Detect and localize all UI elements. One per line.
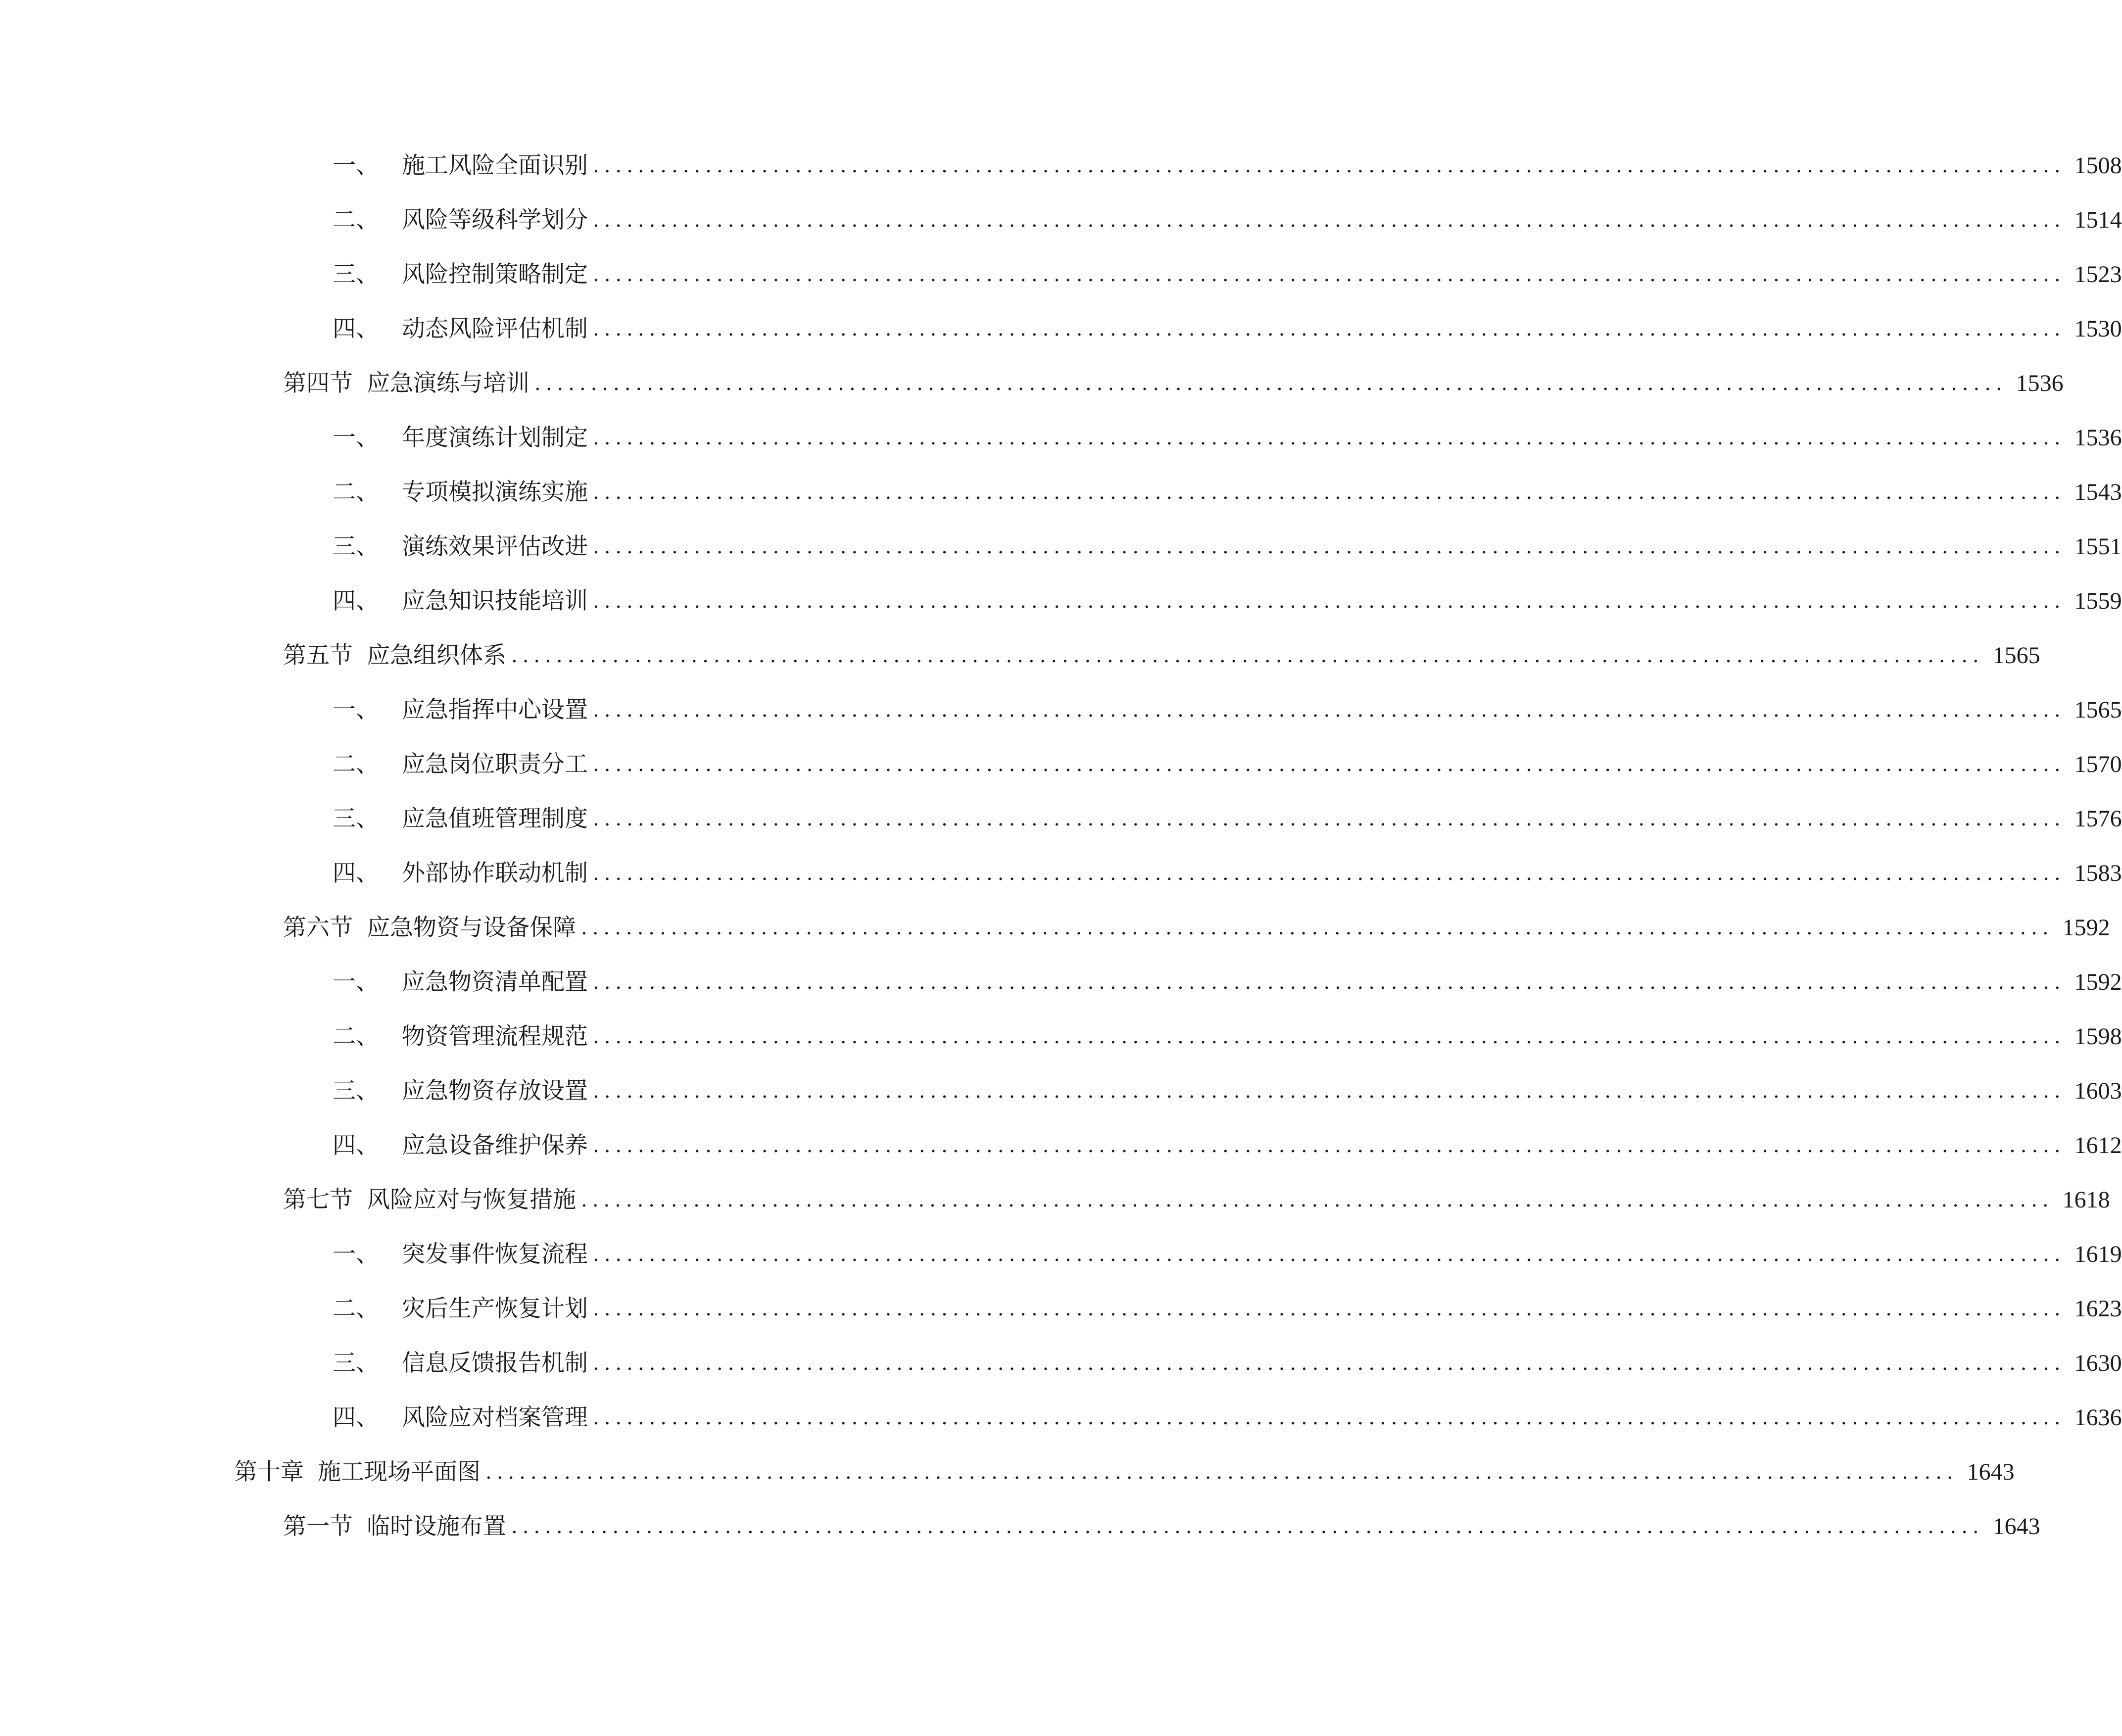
toc-entry-leader: ................................................................................................................................... bbox=[581, 1189, 2054, 1211]
toc-entry[interactable] bbox=[333, 965, 2122, 1000]
toc-entry-number: 四、 bbox=[333, 1404, 379, 1431]
toc-entry-title: 年度演练计划制定 bbox=[402, 424, 588, 451]
toc-entry-title: 应急指挥中心设置 bbox=[402, 696, 588, 723]
toc-entry-page: 1551 bbox=[2074, 533, 2122, 560]
toc-entry[interactable] bbox=[333, 203, 2122, 238]
toc-entry-leader: ................................................................................................................................... bbox=[485, 1461, 1958, 1484]
toc-entry-page: 1565 bbox=[2074, 697, 2122, 723]
toc-entry-number: 一、 bbox=[333, 968, 379, 996]
toc-section-title: 临时设施布置 bbox=[367, 1513, 506, 1540]
toc-entry-title: 专项模拟演练实施 bbox=[402, 479, 588, 506]
toc-entry-leader: ................................................................................................................................... bbox=[593, 209, 2066, 232]
toc-section-title: 应急物资与设备保障 bbox=[367, 914, 576, 941]
toc-entry-leader: ................................................................................................................................... bbox=[511, 644, 1984, 667]
toc-entry-title: 风险应对档案管理 bbox=[402, 1404, 588, 1431]
toc-entry-number: 三、 bbox=[333, 1077, 379, 1105]
toc-entry-title: 应急值班管理制度 bbox=[402, 805, 588, 832]
toc-entry-page: 1536 bbox=[2074, 425, 2122, 451]
toc-entry-number: 四、 bbox=[333, 860, 379, 887]
toc-entry-title: 应急知识技能培训 bbox=[402, 587, 588, 615]
toc-entry[interactable] bbox=[333, 475, 2122, 510]
toc-entry-leader: ................................................................................................................................... bbox=[593, 1298, 2066, 1320]
toc-entry-number: 二、 bbox=[333, 1023, 379, 1050]
toc-entry-leader: ................................................................................................................................... bbox=[593, 1243, 2066, 1266]
toc-entry[interactable] bbox=[333, 1128, 2122, 1163]
toc-section[interactable] bbox=[283, 1509, 2040, 1544]
toc-entry-page: 1570 bbox=[2074, 751, 2122, 777]
toc-entry-title: 应急物资存放设置 bbox=[402, 1077, 588, 1105]
toc-entry-page: 1559 bbox=[2074, 588, 2122, 614]
toc-section-title: 应急演练与培训 bbox=[367, 370, 530, 397]
toc-entry-title: 信息反馈报告机制 bbox=[402, 1350, 588, 1377]
toc-entry-page: 1576 bbox=[2074, 806, 2122, 832]
toc-entry-leader: ................................................................................................................................... bbox=[593, 699, 2066, 722]
toc-chapter-title: 施工现场平面图 bbox=[318, 1458, 481, 1486]
toc-entry-leader: ................................................................................................................................... bbox=[593, 971, 2066, 994]
toc-entry-number: 二、 bbox=[333, 1295, 379, 1322]
toc-entry-page: 1618 bbox=[2062, 1187, 2110, 1213]
toc-entry-page: 1565 bbox=[1992, 642, 2040, 669]
toc-section[interactable] bbox=[283, 366, 2064, 401]
toc-entry-number: 一、 bbox=[333, 696, 379, 723]
toc-entry-leader: ................................................................................................................................... bbox=[593, 1406, 2066, 1429]
toc-entry[interactable] bbox=[333, 1292, 2122, 1326]
toc-section-number: 第六节 bbox=[283, 914, 353, 941]
toc-entry[interactable] bbox=[333, 693, 2122, 727]
toc-entry[interactable] bbox=[333, 1019, 2122, 1054]
toc-entry-leader: ................................................................................................................................... bbox=[593, 753, 2066, 776]
toc-entry-number: 二、 bbox=[333, 751, 379, 778]
toc-entry-title: 应急物资清单配置 bbox=[402, 968, 588, 996]
toc-entry[interactable] bbox=[333, 530, 2122, 564]
toc-entry-title: 演练效果评估改进 bbox=[402, 533, 588, 560]
toc-entry-number: 四、 bbox=[333, 315, 379, 342]
toc-entry-number: 二、 bbox=[333, 479, 379, 506]
toc-entry-page: 1643 bbox=[1992, 1513, 2040, 1540]
toc-entry-leader: ................................................................................................................................... bbox=[593, 535, 2066, 558]
toc-entry-leader: ................................................................................................................................... bbox=[593, 590, 2066, 613]
toc-entry-number: 四、 bbox=[333, 1132, 379, 1159]
toc-chapter-number: 第十章 bbox=[234, 1458, 304, 1486]
toc-section-title: 应急组织体系 bbox=[367, 642, 506, 669]
toc-entry[interactable] bbox=[333, 1074, 2122, 1109]
toc-section[interactable] bbox=[283, 1183, 2110, 1217]
toc-entry-number: 四、 bbox=[333, 587, 379, 615]
toc-entry-leader: ................................................................................................................................... bbox=[593, 1025, 2066, 1048]
toc-section[interactable] bbox=[283, 638, 2040, 673]
toc-entry-leader: ................................................................................................................................... bbox=[534, 372, 2007, 395]
toc-entry-number: 一、 bbox=[333, 1241, 379, 1268]
toc-chapter[interactable] bbox=[234, 1455, 2015, 1490]
toc-entry-leader: ................................................................................................................................... bbox=[593, 427, 2066, 449]
toc-entry-page: 1603 bbox=[2074, 1078, 2122, 1104]
toc-entry-title: 外部协作联动机制 bbox=[402, 860, 588, 887]
toc-entry-title: 施工风险全面识别 bbox=[402, 152, 588, 179]
toc-entry-title: 风险控制策略制定 bbox=[402, 261, 588, 288]
toc-entry-page: 1592 bbox=[2062, 915, 2110, 941]
toc-section-title: 风险应对与恢复措施 bbox=[367, 1186, 576, 1213]
toc-entry-title: 物资管理流程规范 bbox=[402, 1023, 588, 1050]
toc-section-number: 第七节 bbox=[283, 1186, 353, 1213]
toc-entry-title: 灾后生产恢复计划 bbox=[402, 1295, 588, 1322]
toc-entry-page: 1598 bbox=[2074, 1023, 2122, 1050]
toc-entry-leader: ................................................................................................................................... bbox=[593, 263, 2066, 286]
toc-entry-page: 1630 bbox=[2074, 1350, 2122, 1376]
toc-entry-leader: ................................................................................................................................... bbox=[593, 1080, 2066, 1103]
toc-entry[interactable] bbox=[333, 584, 2122, 619]
toc-entry-leader: ................................................................................................................................... bbox=[593, 862, 2066, 885]
toc-entry-page: 1536 bbox=[2016, 370, 2064, 396]
toc-entry-page: 1583 bbox=[2074, 860, 2122, 886]
toc-entry-leader: ................................................................................................................................... bbox=[593, 1352, 2066, 1375]
toc-entry[interactable] bbox=[333, 421, 2122, 455]
toc-section-number: 第四节 bbox=[283, 370, 353, 397]
toc-entry-page: 1543 bbox=[2074, 479, 2122, 505]
toc-entry-number: 一、 bbox=[333, 152, 379, 179]
toc-section-number: 第五节 bbox=[283, 642, 353, 669]
toc-entry-page: 1612 bbox=[2074, 1132, 2122, 1158]
toc-entry[interactable] bbox=[333, 856, 2122, 891]
toc-entry-title: 动态风险评估机制 bbox=[402, 315, 588, 342]
toc-entry-leader: ................................................................................................................................... bbox=[593, 318, 2066, 340]
toc-entry[interactable] bbox=[333, 312, 2122, 346]
toc-entry[interactable] bbox=[333, 1400, 2122, 1435]
toc-entry-page: 1530 bbox=[2074, 316, 2122, 342]
toc-entry[interactable] bbox=[333, 148, 2122, 183]
toc-entry-number: 三、 bbox=[333, 1350, 379, 1377]
toc-entry-leader: ................................................................................................................................... bbox=[593, 1134, 2066, 1157]
toc-entry-number: 二、 bbox=[333, 206, 379, 234]
toc-entry[interactable] bbox=[333, 1346, 2122, 1381]
toc-entry-page: 1636 bbox=[2074, 1404, 2122, 1431]
toc-entry-leader: ................................................................................................................................... bbox=[593, 154, 2066, 177]
toc-entry[interactable] bbox=[333, 747, 2122, 782]
toc-entry-title: 应急设备维护保养 bbox=[402, 1132, 588, 1159]
toc-section[interactable] bbox=[283, 911, 2110, 945]
toc-entry-page: 1619 bbox=[2074, 1241, 2122, 1267]
toc-entry-leader: ................................................................................................................................... bbox=[593, 808, 2066, 830]
toc-entry-leader: ................................................................................................................................... bbox=[511, 1515, 1984, 1538]
toc-entry[interactable] bbox=[333, 257, 2122, 292]
toc-entry-title: 风险等级科学划分 bbox=[402, 206, 588, 234]
toc-entry[interactable] bbox=[333, 1237, 2122, 1272]
toc-entry-title: 应急岗位职责分工 bbox=[402, 751, 588, 778]
toc-section-number: 第一节 bbox=[283, 1513, 353, 1540]
toc-entry-leader: ................................................................................................................................... bbox=[593, 481, 2066, 504]
toc-entry-number: 三、 bbox=[333, 261, 379, 288]
toc-entry-page: 1623 bbox=[2074, 1296, 2122, 1322]
toc-entry-page: 1523 bbox=[2074, 261, 2122, 288]
toc-entry-title: 突发事件恢复流程 bbox=[402, 1241, 588, 1268]
toc-entry-number: 三、 bbox=[333, 805, 379, 832]
toc-entry-page: 1508 bbox=[2074, 152, 2122, 179]
toc-entry[interactable] bbox=[333, 802, 2122, 836]
toc-entry-number: 一、 bbox=[333, 424, 379, 451]
toc-entry-page: 1592 bbox=[2074, 969, 2122, 995]
toc-entry-leader: ................................................................................................................................... bbox=[581, 916, 2054, 939]
toc-entry-page: 1514 bbox=[2074, 207, 2122, 233]
toc-entry-number: 三、 bbox=[333, 533, 379, 560]
toc-entry-page: 1643 bbox=[1967, 1459, 2015, 1485]
